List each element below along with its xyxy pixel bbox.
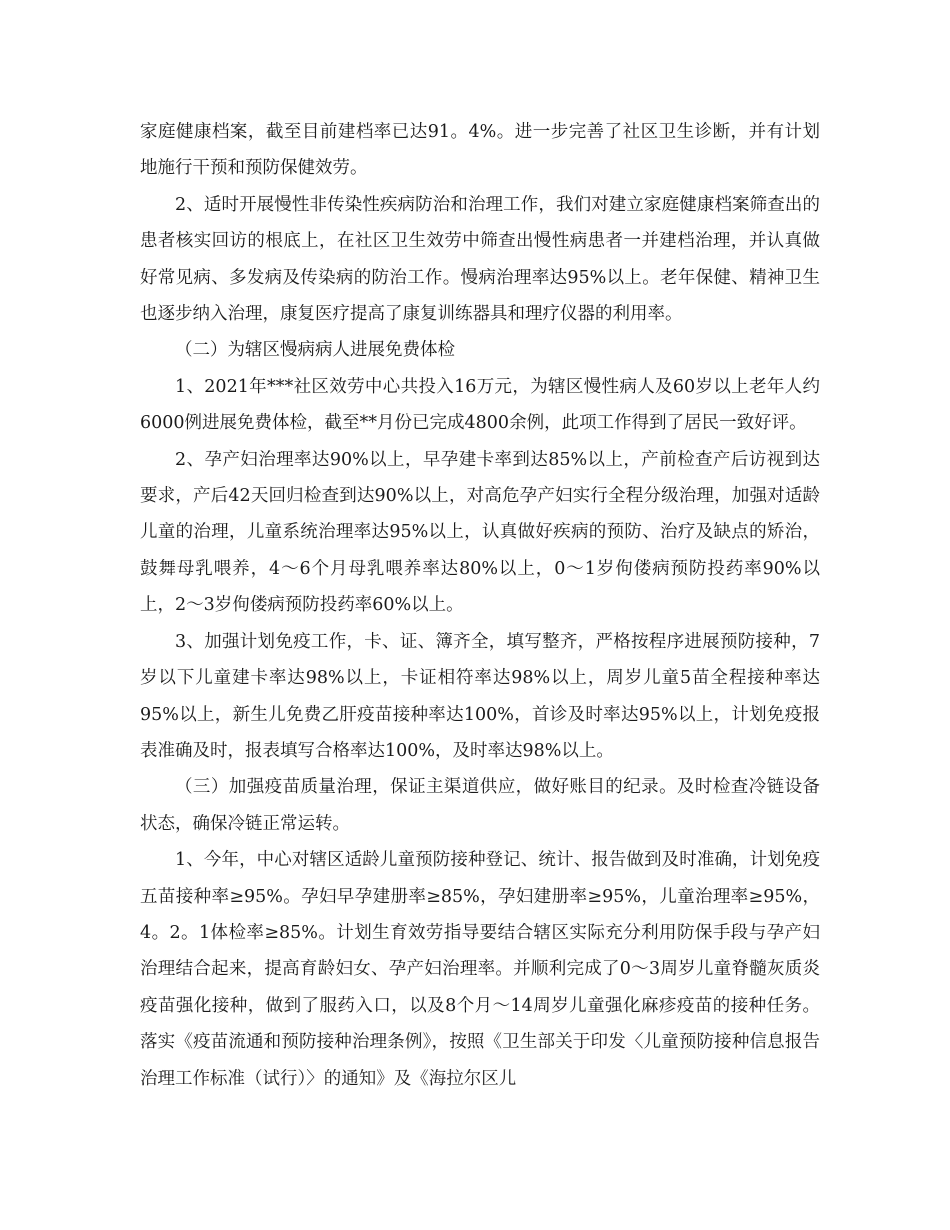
paragraph-chronic-disease: 2、适时开展慢性非传染性疾病防治和治理工作，我们对建立家庭健康档案筛查出的患者核实回访的根底上，在社区卫生效劳中筛查出慢性病患者一并建档治理，并认真做好常见病、多发病及传染病的防治工作。慢病治理率达95%以上。老年保健、精神卫生也逐步纳入治理，康复医疗提高了康复训练器具和理疗仪器的利用率。 [140,194,820,325]
document-body [140,114,820,1097]
section-heading-free-checkup: （二）为辖区慢病病人进展免费体检 [175,340,455,361]
paragraph-immunization: 3、加强计划免疫工作，卡、证、簿齐全，填写整齐，严格按程序进展预防接种，7岁以下儿童建卡率达98%以上，卡证相符率达98%以上，周岁儿童5苗全程接种率达95%以上，新生儿免费乙肝疫苗接种率达100%，首诊及时率达95%以上，计划免疫报表准确及时，报表填写合格率达100%，及时率达98%以上。 [140,631,820,761]
paragraph-health-records: 家庭健康档案，截至目前建档率已达91。4%。进一步完善了社区卫生诊断，并有计划地施行干预和预防保健效劳。 [140,122,820,179]
paragraph-maternal-child: 2、孕产妇治理率达90%以上，早孕建卡率到达85%以上，产前检查产后访视到达要求，产后42天回归检查到达90%以上，对高危孕产妇实行全程分级治理，加强对适龄儿童的治理，儿童系统治理率达95%以上，认真做好疾病的预防、治疗及缺点的矫治，鼓舞母乳喂养，4～6个月母乳喂养率达80%以上，0～1岁佝偻病预防投药率90%以上，2～3岁佝偻病预防投药率60%以上。 [140,449,820,616]
paragraph-free-checkup: 1、2021年***社区效劳中心共投入16万元，为辖区慢性病人及60岁以上老年人约6000例进展免费体检，截至**月份已完成4800余例，此项工作得到了居民一致好评。 [140,376,820,434]
paragraph-vaccination-tasks: 1、今年，中心对辖区适龄儿童预防接种登记、统计、报告做到及时准确，计划免疫五苗接种率≥95%。孕妇早孕建册率≥85%，孕妇建册率≥95%，儿童治理率≥95%，4。2。1体检率≥85%。计划生育效劳指导要结合辖区实际充分利用防保手段与孕产妇治理结合起来，提高育龄妇女、孕产妇治理率。并顺利完成了0～3周岁儿童脊髓灰质炎疫苗强化接种，做到了服药入口，以及8个月～14周岁儿童强化麻疹疫苗的接种任务。落实《疫苗流通和预防接种治理条例》，按照《卫生部关于印发〈儿童预防接种信息报告治理工作标准（试行）〉的通知》及《海拉尔区儿 [140,850,820,1089]
section-heading-vaccine-quality: （三）加强疫苗质量治理，保证主渠道供应，做好账目的纪录。及时检查冷链设备状态，确保冷链正常运转。 [140,777,820,834]
